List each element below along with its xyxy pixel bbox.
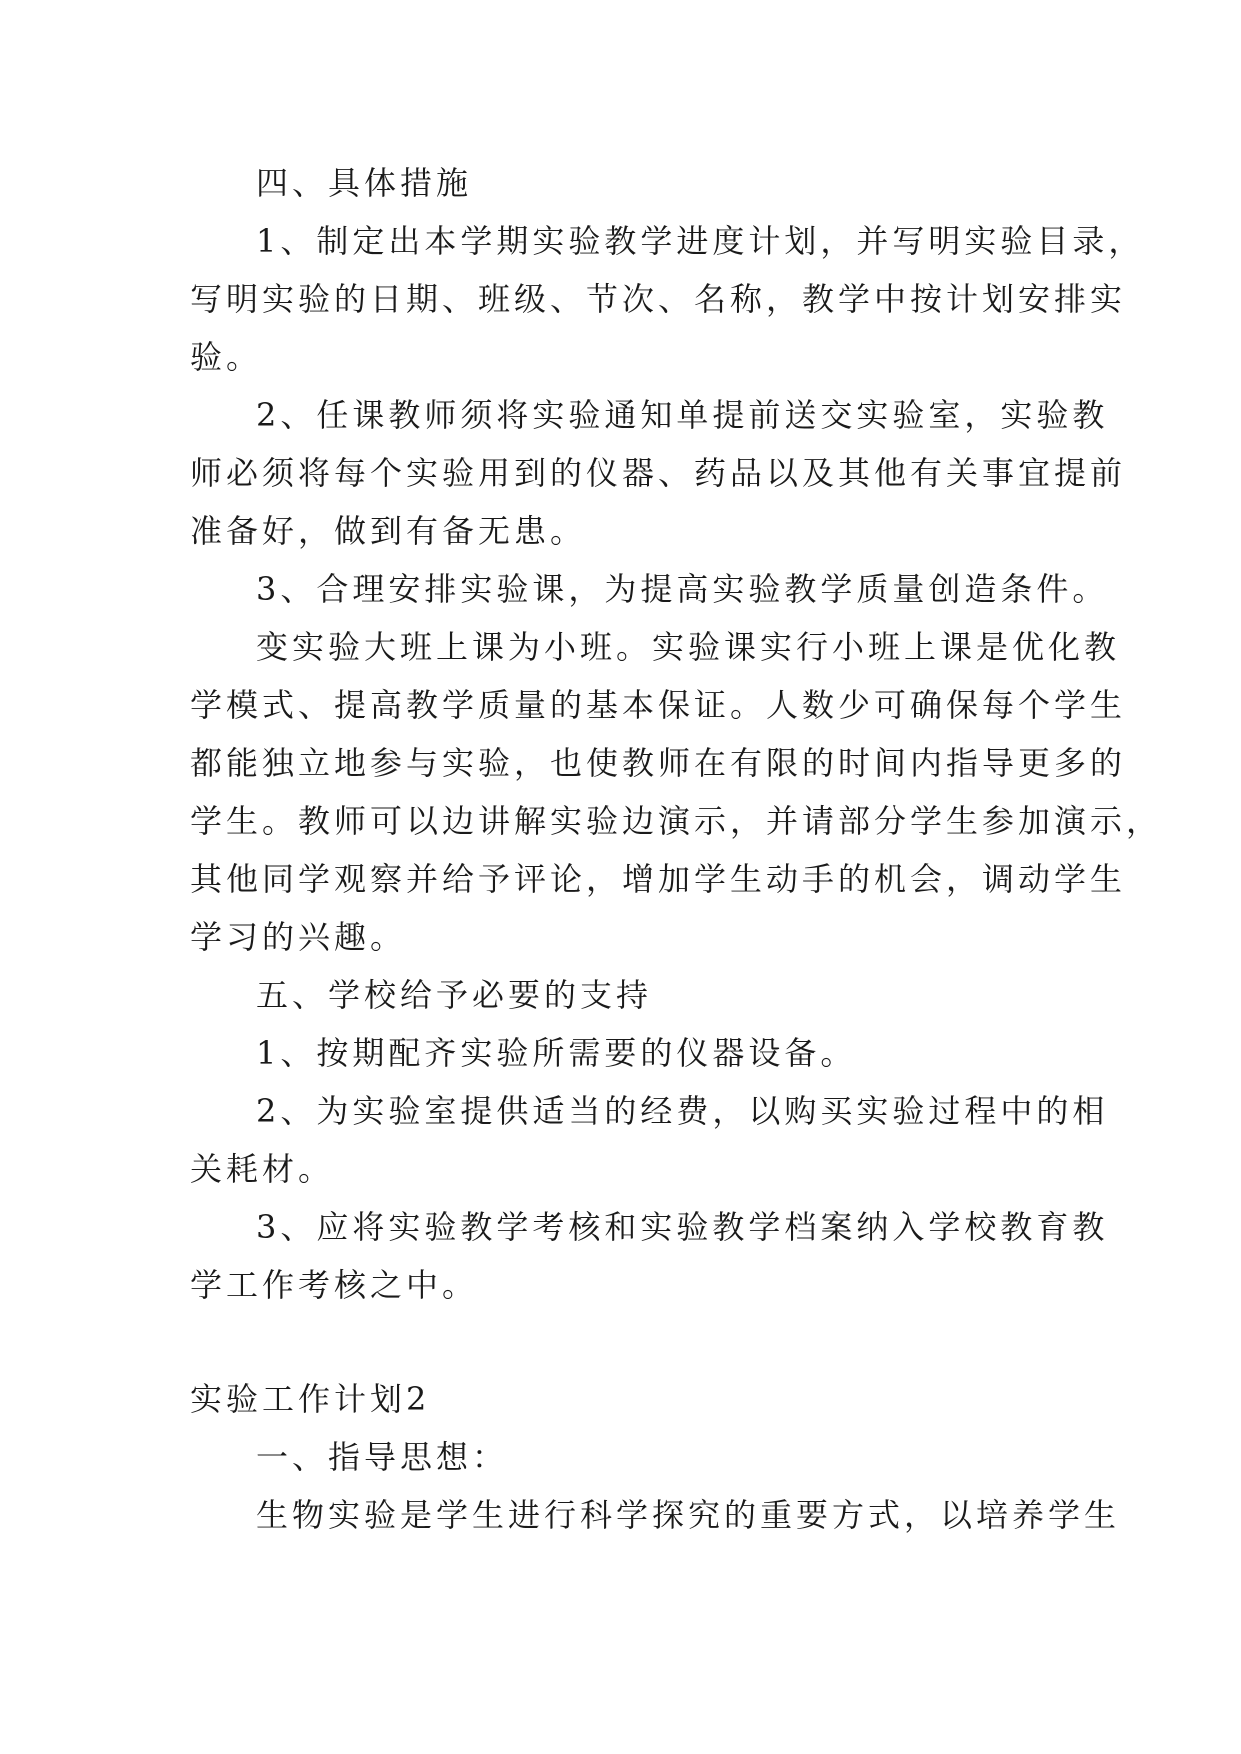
text-line: 准备好，做到有备无患。 xyxy=(190,512,587,550)
text-line: 学习的兴趣。 xyxy=(190,918,407,956)
text-line: 学工作考核之中。 xyxy=(190,1266,479,1304)
text-line: 关耗材。 xyxy=(190,1150,335,1188)
text-line: 生物实验是学生进行科学探究的重要方式，以培养学生 xyxy=(256,1496,1121,1534)
section-heading-measures: 四、具体措施 xyxy=(256,164,473,202)
text-line: 都能独立地参与实验，也使教师在有限的时间内指导更多的 xyxy=(190,744,1127,782)
text-line: 3、应将实验教学考核和实验教学档案纳入学校教育教 xyxy=(256,1208,1109,1246)
text-line: 师必须将每个实验用到的仪器、药品以及其他有关事宜提前 xyxy=(190,454,1127,492)
text-line: 3、合理安排实验课，为提高实验教学质量创造条件。 xyxy=(256,570,1109,608)
text-line: 验。 xyxy=(190,338,263,376)
section-heading-guiding-thought: 一、指导思想： xyxy=(256,1438,509,1476)
text-line: 学生。教师可以边讲解实验边演示，并请部分学生参加演示， xyxy=(190,802,1163,840)
text-line: 2、任课教师须将实验通知单提前送交实验室，实验教 xyxy=(256,396,1109,434)
section-title: 实验工作计划2 xyxy=(190,1380,431,1418)
text-line: 变实验大班上课为小班。实验课实行小班上课是优化教 xyxy=(256,628,1121,666)
section-spacer xyxy=(190,1314,1050,1370)
text-line: 2、为实验室提供适当的经费，以购买实验过程中的相 xyxy=(256,1092,1109,1130)
section-heading-support: 五、学校给予必要的支持 xyxy=(256,976,653,1014)
text-line: 其他同学观察并给予评论，增加学生动手的机会，调动学生 xyxy=(190,860,1127,898)
text-line: 写明实验的日期、班级、节次、名称，教学中按计划安排实 xyxy=(190,280,1127,318)
document-body xyxy=(190,154,1163,1544)
text-line: 1、制定出本学期实验教学进度计划，并写明实验目录， xyxy=(256,222,1145,260)
text-line: 学模式、提高教学质量的基本保证。人数少可确保每个学生 xyxy=(190,686,1127,724)
text-line: 1、按期配齐实验所需要的仪器设备。 xyxy=(256,1034,857,1072)
